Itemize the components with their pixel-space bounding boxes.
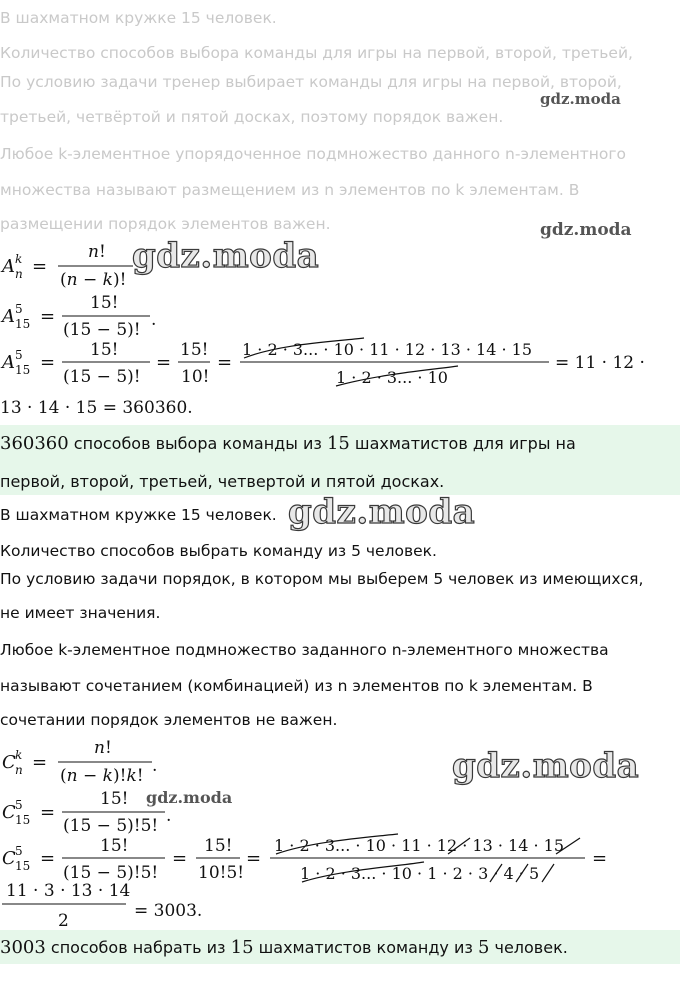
svg-text:=: = bbox=[592, 848, 608, 869]
svg-text:15!: 15! bbox=[204, 836, 233, 856]
svg-text:15!: 15! bbox=[100, 836, 129, 856]
watermark-small-2: gdz.moda bbox=[540, 220, 632, 240]
p1-line-5: Любое k-элементное упорядоченное подмножество данного n-элементного bbox=[0, 145, 627, 163]
svg-text:=: = bbox=[217, 352, 233, 373]
watermark-large-1: gdz.moda bbox=[132, 236, 320, 276]
svg-text:=: = bbox=[32, 256, 48, 277]
svg-text:2: 2 bbox=[58, 911, 69, 931]
watermark-small-1: gdz.moda bbox=[540, 90, 621, 108]
watermark-small-3: gdz.moda bbox=[146, 788, 233, 807]
svg-text:(15 − 5)!5!: (15 − 5)!5! bbox=[63, 816, 159, 836]
formula-arrangement-general bbox=[0, 240, 680, 290]
watermark-large-3: gdz.moda bbox=[452, 746, 640, 786]
svg-text:n!: n! bbox=[88, 242, 106, 262]
svg-text:A: A bbox=[2, 256, 15, 277]
svg-text:(15 − 5)!: (15 − 5)! bbox=[63, 320, 141, 340]
p1-line-2: Количество способов выбора команды для игры на первой, второй, третьей, bbox=[0, 44, 633, 62]
svg-text:10!: 10! bbox=[181, 367, 210, 387]
svg-text:15!: 15! bbox=[180, 340, 209, 360]
p1-result-line: 13 · 14 · 15 = 360360. bbox=[0, 398, 193, 418]
svg-text:C: C bbox=[2, 802, 16, 823]
p1-line-4: третьей, четвёртой и пятой досках, поэтому порядок важен. bbox=[0, 108, 504, 126]
svg-text:1 · 2 · 3... · 10 · 1 · 2 · 3: 1 · 2 · 3... · 10 · 1 · 2 · 3 · 4 · 5 bbox=[300, 864, 540, 883]
p1-answer-text-b: шахматистов для игры на bbox=[349, 434, 576, 453]
p2-line-7: сочетании порядок элементов не важен. bbox=[0, 711, 338, 729]
svg-text:5: 5 bbox=[15, 798, 23, 812]
svg-text:(15 − 5)!: (15 − 5)! bbox=[63, 367, 141, 387]
p2-answer-text-a: способов набрать из bbox=[45, 938, 231, 957]
svg-text:(n − k)!k!: (n − k)!k! bbox=[60, 766, 144, 786]
p2-answer-line bbox=[0, 938, 568, 958]
svg-text:=: = bbox=[40, 352, 56, 373]
svg-text:1 · 2 · 3... · 10: 1 · 2 · 3... · 10 bbox=[336, 368, 448, 387]
formula-combination-computation bbox=[0, 832, 680, 887]
svg-text:=: = bbox=[156, 352, 172, 373]
svg-text:(15 − 5)!5!: (15 − 5)!5! bbox=[63, 863, 159, 883]
svg-text:1 · 2 · 3... · 10 · 11 · 12 ·: 1 · 2 · 3... · 10 · 11 · 12 · 13 · 14 · 15 bbox=[274, 836, 565, 855]
p1-answer-line-1 bbox=[0, 434, 576, 454]
svg-text:5: 5 bbox=[15, 348, 23, 362]
p2-answer-5: 5 bbox=[477, 937, 490, 958]
svg-text:15: 15 bbox=[15, 317, 31, 331]
svg-text:5: 5 bbox=[15, 844, 23, 858]
svg-text:A: A bbox=[2, 352, 15, 373]
p2-line-6: называют сочетанием (комбинацией) из n элементов по k элементам. В bbox=[0, 677, 593, 695]
svg-text:15!: 15! bbox=[90, 340, 119, 360]
svg-text:A: A bbox=[2, 306, 15, 327]
svg-text:n!: n! bbox=[94, 738, 112, 758]
svg-text:15!: 15! bbox=[100, 789, 129, 809]
svg-text:15!: 15! bbox=[90, 293, 119, 313]
p1-line-3: По условию задачи тренер выбирает команды для игры на первой, второй, bbox=[0, 73, 622, 91]
svg-text:= 11 · 12 ·: = 11 · 12 · bbox=[555, 353, 645, 373]
svg-text:.: . bbox=[151, 310, 157, 330]
formula-combination-result bbox=[0, 880, 680, 930]
svg-text:.: . bbox=[152, 756, 158, 776]
p1-answer-15: 15 bbox=[326, 433, 350, 454]
formula-arrangement-computation bbox=[0, 336, 680, 391]
p2-line-4: не имеет значения. bbox=[0, 604, 161, 622]
svg-text:=: = bbox=[40, 848, 56, 869]
svg-text:.: . bbox=[166, 806, 172, 826]
svg-text:1 · 2 · 3... · 10 · 11 · 12 ·: 1 · 2 · 3... · 10 · 11 · 12 · 13 · 14 · 15 bbox=[242, 340, 533, 359]
svg-text:11 · 3 · 13 · 14: 11 · 3 · 13 · 14 bbox=[6, 881, 131, 901]
p1-line-1: В шахматном кружке 15 человек. bbox=[0, 9, 277, 27]
svg-text:=: = bbox=[32, 752, 48, 773]
p1-line-6: множества называют размещением из n элементов по k элементам. В bbox=[0, 181, 580, 199]
p2-line-5: Любое k-элементное подмножество заданного n-элементного множества bbox=[0, 641, 609, 659]
svg-text:C: C bbox=[2, 848, 16, 869]
p1-line-7: размещении порядок элементов важен. bbox=[0, 215, 331, 233]
svg-text:15: 15 bbox=[15, 859, 31, 873]
svg-text:=: = bbox=[40, 306, 56, 327]
p2-answer-text-c: человек. bbox=[489, 938, 568, 957]
svg-text:=: = bbox=[172, 848, 188, 869]
p2-answer-text-b: шахматистов команду из bbox=[253, 938, 478, 957]
p2-line-1: В шахматном кружке 15 человек. bbox=[0, 506, 277, 524]
svg-text:=: = bbox=[246, 848, 262, 869]
svg-text:10!5!: 10!5! bbox=[198, 863, 245, 883]
p1-answer-number: 360360 bbox=[0, 433, 69, 454]
svg-text:k: k bbox=[15, 252, 23, 266]
p2-answer-number: 3003 bbox=[0, 937, 46, 958]
svg-text:15: 15 bbox=[15, 813, 31, 827]
p2-line-2: Количество способов выбрать команду из 5 человек. bbox=[0, 542, 437, 560]
svg-text:k: k bbox=[15, 748, 23, 762]
watermark-large-2: gdz.moda bbox=[288, 492, 476, 532]
svg-text:n: n bbox=[15, 763, 23, 777]
svg-text:=: = bbox=[40, 802, 56, 823]
p2-answer-15: 15 bbox=[230, 937, 254, 958]
p2-line-3: По условию задачи порядок, в котором мы выберем 5 человек из имеющихся, bbox=[0, 570, 644, 588]
svg-text:n: n bbox=[15, 267, 23, 281]
p1-answer-line-2: первой, второй, третьей, четвертой и пятой досках. bbox=[0, 472, 445, 491]
svg-text:15: 15 bbox=[15, 363, 31, 377]
svg-text:= 3003.: = 3003. bbox=[134, 901, 203, 921]
svg-text:5: 5 bbox=[15, 302, 23, 316]
p1-answer-text-a: способов выбора команды из bbox=[68, 434, 327, 453]
svg-text:(n − k)!: (n − k)! bbox=[60, 270, 127, 290]
svg-text:C: C bbox=[2, 752, 16, 773]
